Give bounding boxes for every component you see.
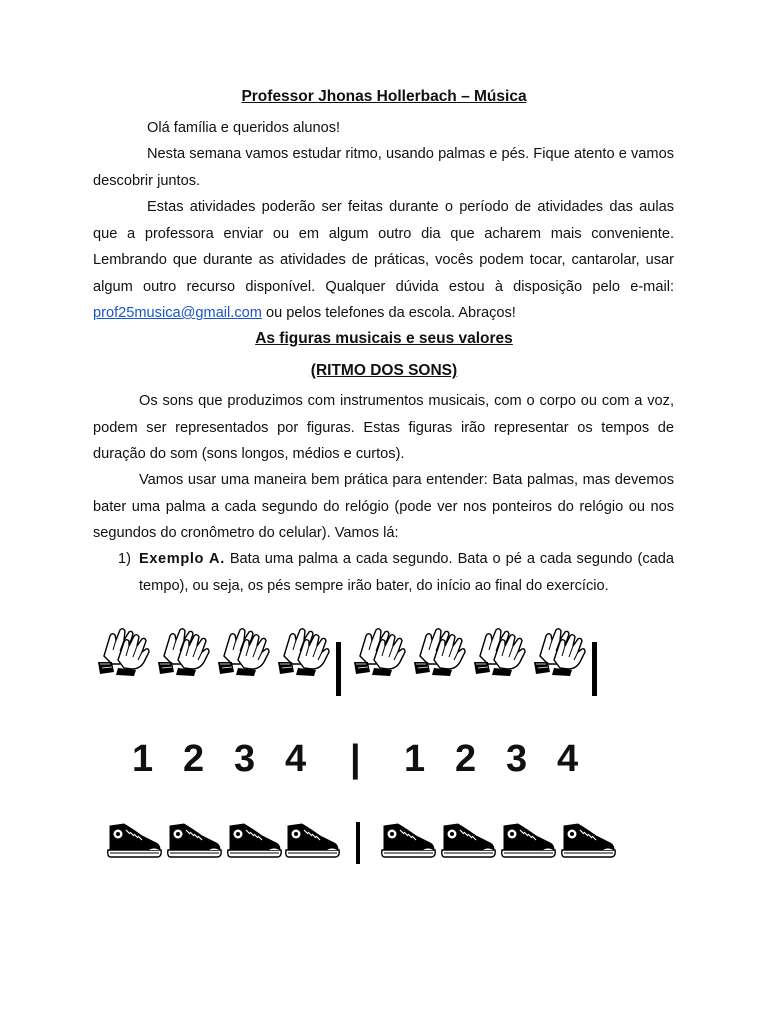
bar-line xyxy=(336,642,341,696)
bar-line xyxy=(356,822,360,864)
section-subtitle: (RITMO DOS SONS) xyxy=(310,362,458,379)
count-2: 2 xyxy=(455,738,477,780)
section-title: As figuras musicais e seus valores xyxy=(255,330,513,347)
count-1: 1 xyxy=(404,738,426,780)
sneaker-icon xyxy=(498,820,556,860)
example-label: Exemplo A. xyxy=(139,551,225,567)
sounds-text: Os sons que produzimos com instrumentos musicais, com o corpo ou com a voz, podem ser representados por figuras. Estas figuras irão representar os tempos de duração do som (sons longos, médios e curtos). xyxy=(93,393,674,462)
activities-tail-text: ou pelos telefones da escola. Abraços! xyxy=(265,305,516,321)
count-3: 3 xyxy=(506,738,528,780)
count-2: 2 xyxy=(183,738,205,780)
clapping-hands-icon xyxy=(156,626,212,676)
sneaker-icon xyxy=(438,820,496,860)
clapping-hands-icon xyxy=(216,626,272,676)
greeting-text: Olá família e queridos alunos! xyxy=(147,120,341,136)
counts-row xyxy=(0,738,768,788)
count-4: 4 xyxy=(285,738,307,780)
count-1: 1 xyxy=(132,738,154,780)
sounds-paragraph xyxy=(93,388,674,468)
example-text: Bata uma palma a cada segundo. Bata o pé a cada segundo (cada tempo), ou seja, os pés sempre irão bater, do início ao final do exercício. xyxy=(139,551,674,594)
sneaker-icon xyxy=(558,820,616,860)
practice-text: Vamos usar uma maneira bem prática para entender: Bata palmas, mas devemos bater uma palma a cada segundo do relógio (pode ver nos ponteiros do relógio ou nos segundos do cronômetro do celular). Vamos lá: xyxy=(93,472,674,541)
page-title: Professor Jhonas Hollerbach – Música xyxy=(241,88,527,105)
greeting-paragraph xyxy=(93,115,674,142)
intro-text: Nesta semana vamos estudar ritmo, usando palmas e pés. Fique atento e vamos descobrir juntos. xyxy=(93,146,674,189)
clapping-hands-icon xyxy=(472,626,528,676)
sneaker-icon xyxy=(378,820,436,860)
practice-paragraph xyxy=(93,467,674,547)
clapping-hands-icon xyxy=(276,626,332,676)
sneaker-icon xyxy=(104,820,162,860)
intro-paragraph xyxy=(93,141,674,194)
activities-paragraph xyxy=(93,194,674,327)
example-list-item xyxy=(118,546,674,599)
sneaker-icon xyxy=(282,820,340,860)
list-number: 1) xyxy=(118,551,131,567)
sneaker-icon xyxy=(224,820,282,860)
clapping-hands-icon xyxy=(532,626,588,676)
clapping-hands-icon xyxy=(412,626,468,676)
email-link[interactable]: prof25musica@gmail.com xyxy=(93,305,262,321)
clapping-hands-icon xyxy=(352,626,408,676)
count-4: 4 xyxy=(557,738,579,780)
sneaker-icon xyxy=(164,820,222,860)
count-separator: | xyxy=(350,738,361,780)
activities-text: Estas atividades poderão ser feitas durante o período de atividades das aulas que a professora enviar ou em algum outro dia que acharem mais conveniente. Lembrando que durante as atividades de práticas, vocês podem tocar, cantarolar, usar algum outro recurso disponível. Qualquer dúvida estou à disposição pelo e-mail: xyxy=(93,199,674,295)
bar-line xyxy=(592,642,597,696)
count-3: 3 xyxy=(234,738,256,780)
clapping-hands-icon xyxy=(96,626,152,676)
